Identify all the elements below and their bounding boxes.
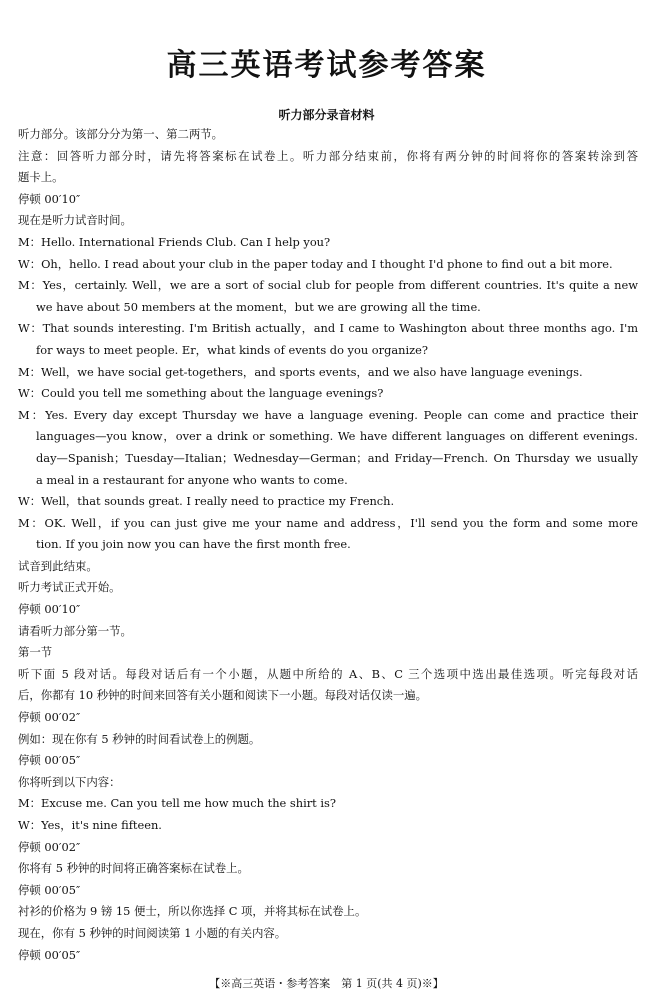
transcript-line: a meal in a restaurant for anyone who wants to come. — [36, 472, 348, 487]
transcript-line: M：Hello. International Friends Club. Can I help you? — [18, 234, 331, 249]
transcript-line: 例如：现在你有 5 秒钟的时间看试卷上的例题。 — [18, 731, 261, 746]
transcript-line: 你将听到以下内容： — [18, 774, 121, 789]
transcript-line: 后，你都有 10 秒钟的时间来回答有关小题和阅读下一小题。每段对话仅读一遍。 — [18, 688, 428, 703]
transcript-line: for ways to meet people. Er，what kinds of events do you organize? — [36, 342, 429, 357]
transcript-line: languages—you know，over a drink or something. We have different languages on different evenings. — [36, 429, 638, 444]
transcript-line: M：Well，we have social get-togethers，and sports events，and we also have language evenings. — [18, 364, 583, 379]
transcript-line: 现在，你有 5 秒钟的时间阅读第 1 小题的有关内容。 — [18, 925, 287, 940]
transcript-line: 停顿 00′10″ — [18, 602, 81, 617]
transcript-line: W：Could you tell me something about the language evenings? — [18, 386, 384, 401]
transcript-line: 停顿 00′05″ — [18, 882, 81, 897]
transcript-line: 听力考试正式开始。 — [18, 580, 121, 595]
transcript-line: 停顿 00′05″ — [18, 753, 81, 768]
transcript-line: W：Oh，hello. I read about your club in the paper today and I thought I'd phone to find out a bit more. — [18, 256, 613, 271]
page-footer: 【※高三英语・参考答案 第 1 页(共 4 页)※】 — [209, 977, 444, 990]
transcript-line: W：That sounds interesting. I'm British actually，and I came to Washington about three months ago. I'm — [18, 321, 638, 336]
transcript-line: 停顿 00′05″ — [18, 947, 81, 962]
transcript-line: W：Yes，it's nine fifteen. — [18, 818, 162, 832]
section-subtitle: 听力部分录音材料 — [278, 108, 375, 122]
transcript-line: 衬衫的价格为 9 镑 15 便士，所以你选择 C 项，并将其标在试卷上。 — [18, 904, 367, 919]
transcript-line: 现在是听力试音时间。 — [18, 213, 132, 228]
transcript-body — [18, 124, 638, 966]
transcript-line: 听下面 5 段对话。每段对话后有一个小题，从题中所给的 A、B、C 三个选项中选出最佳选项。听完每段对话 — [18, 666, 638, 681]
document-title: 高三英语考试参考答案 — [166, 48, 487, 83]
transcript-line: 停顿 00′02″ — [18, 839, 81, 854]
transcript-line: 停顿 00′10″ — [18, 191, 81, 206]
transcript-line: M：Yes. Every day except Thursday we have a language evening. People can come and practice their — [18, 407, 638, 422]
transcript-line: 第一节 — [18, 645, 53, 660]
transcript-line: 试音到此结束。 — [18, 558, 98, 573]
transcript-line: day—Spanish；Tuesday—Italian；Wednesday—German；and Friday—French. On Thursday we usually — [36, 450, 638, 465]
transcript-line: tion. If you join now you can have the first month free. — [36, 537, 351, 552]
transcript-line: M：Excuse me. Can you tell me how much the shirt is? — [18, 796, 336, 811]
transcript-line: 听力部分。该部分分为第一、第二两节。 — [18, 127, 224, 141]
transcript-line: M：OK. Well，if you can just give me your name and address，I'll send you the form and some more — [18, 515, 638, 530]
transcript-line: 停顿 00′02″ — [18, 710, 81, 725]
transcript-line: W：Well，that sounds great. I really need to practice my French. — [18, 494, 395, 509]
transcript-line: 你将有 5 秒钟的时间将正确答案标在试卷上。 — [18, 861, 249, 876]
transcript-line: 请看听力部分第一节。 — [18, 623, 132, 638]
transcript-line: we have about 50 members at the moment，but we are growing all the time. — [36, 299, 481, 314]
transcript-line: 注意：回答听力部分时，请先将答案标在试卷上。听力部分结束前，你将有两分钟的时间将你的答案转涂到答 — [18, 148, 638, 163]
transcript-line: M：Yes，certainly. Well，we are a sort of social club for people from different countries. It's quite a new — [18, 278, 638, 293]
transcript-line: 题卡上。 — [18, 170, 64, 185]
